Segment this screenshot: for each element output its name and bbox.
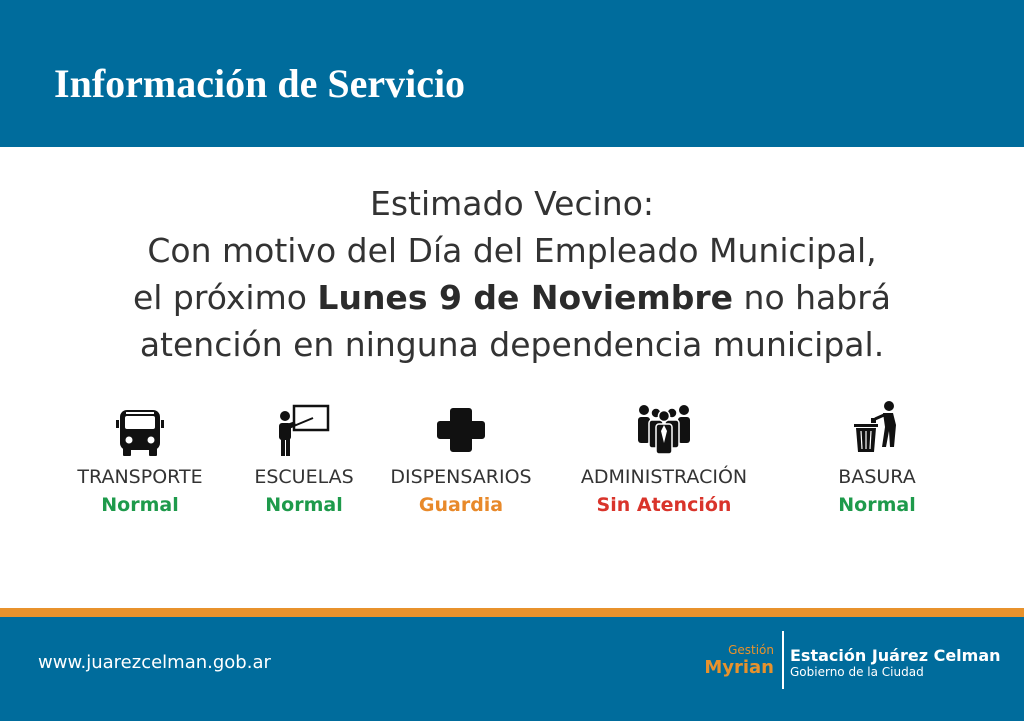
website-link[interactable]: www.juarezcelman.gob.ar [38, 652, 271, 673]
logo-small-text: Gestión [728, 643, 774, 657]
service-name: ADMINISTRACIÓN [580, 466, 748, 488]
medical-cross-icon [361, 398, 561, 458]
service-administracion [564, 398, 764, 518]
office-staff-icon [564, 398, 764, 458]
notice-line: Con motivo del Día del Empleado Municipal, [147, 231, 877, 270]
service-name: DISPENSARIOS [390, 466, 532, 488]
notice-line: atención en ninguna dependencia municipal. [139, 325, 885, 364]
city-government: Gobierno de la Ciudad [790, 665, 924, 679]
service-status: Guardia [418, 494, 504, 516]
notice-text: el próximo [132, 278, 318, 317]
notice-greeting: Estimado Vecino: [370, 184, 654, 223]
header-banner [0, 0, 1024, 147]
service-dispensarios [361, 398, 561, 518]
orange-divider [0, 608, 1024, 617]
service-status: Normal [838, 494, 916, 516]
notice-message [0, 180, 1024, 368]
notice-date: Lunes 9 de Noviembre [317, 278, 734, 317]
logo-divider [782, 631, 784, 689]
service-status: Normal [265, 494, 343, 516]
service-status: Sin Atención [596, 494, 732, 516]
notice-line [0, 274, 1024, 321]
service-basura [777, 398, 977, 518]
notice-text: no habrá [733, 278, 892, 317]
service-name: TRANSPORTE [77, 466, 203, 488]
city-name: Estación Juárez Celman [790, 646, 1001, 665]
service-name: ESCUELAS [254, 466, 354, 488]
trash-disposal-icon [777, 398, 977, 458]
page-title: Información de Servicio [54, 61, 466, 106]
logo-name: Myrian [704, 657, 774, 678]
service-name: BASURA [838, 466, 916, 488]
service-status: Normal [101, 494, 179, 516]
footer [0, 617, 1024, 721]
